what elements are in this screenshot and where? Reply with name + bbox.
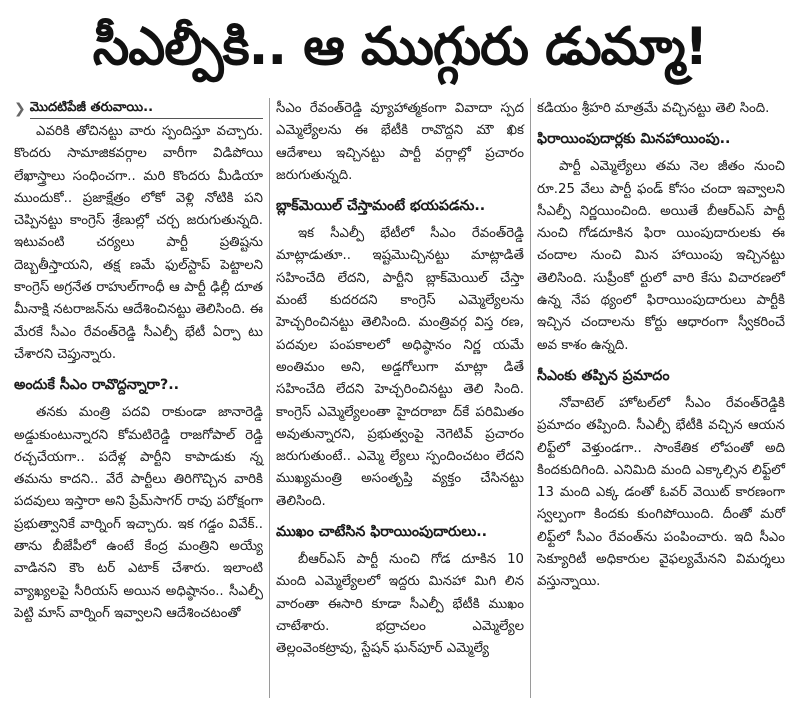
paragraph: తనకు మంత్రి పదవి రాకుండా జానారెడ్డి అడ్డుకుంటున్నారని కోమటిరెడ్డి రాజగోపాల్ రెడ్డి రచ్చచేయగా.. పదేళ్ల పార్టీని కాపాడుకు న్న తమను కాదని.. వేరే పార్టీలు తిరిగొచ్చిన వారికి పదవులు ఇస్తారా అని ప్రేమ్‌సాగర్ రావు పరోక్షంగా ప్రభుత్వానికే వార్నింగ్ ఇచ్చారు. ఇక గడ్డం వివేక్.. తాను బీజేపీలో ఉంటే కేంద్ర మంత్రిని అయ్యే వాడినని కౌం టర్ ఎటాక్ చేశారు. ఇలాంటి వ్యాఖ్యలపై సీరియస్ అయిన అధిష్ఠానం.. సీఎల్పీ పెట్టి మాస్ వార్నింగ్ ఇవ్వాలని ఆదేశించటంతో	[14, 405, 263, 621]
subheading: ముఖం చాటేసిన ఫిరాయింపుదారులు..	[276, 524, 488, 541]
paragraph: ఇక సీఎల్పీ భేటీలో సీఎం రేవంత్‌రెడ్డి మాట్లాడుతూ.. ఇష్టమొచ్చినట్టు మాట్లాడితే సహించేది లేదని, పార్టీని బ్లాక్‌మెయిల్ చేస్తా మంటే కుదరదని కాంగ్రెస్ ఎమ్మెల్యేలను హెచ్చరించినట్టు తెలిసింది. మంత్రివర్గ విస్త రణ, పదవుల పంపకాలలో అధిష్ఠానం నిర్ణ యమే అంతిమం అని, అడ్డగోలుగా మాట్లా డితే సహించేది లేదని హెచ్చరించినట్టు తెలి సింది. కాంగ్రెస్ ఎమ్మెల్యేలంతా హైదరాబా ద్‌కే పరిమితం అవుతున్నారని, ప్రభుత్వంపై నెగెటివ్ ప్రచారం జరుగుతుంటే.. ఎమ్మె ల్యేలు స్పందించటం లేదని ముఖ్యమంత్రి అసంతృప్తి వ్యక్తం చేసినట్టు తెలిసింది.	[276, 226, 524, 509]
paragraph: పార్టీ ఎమ్మెల్యేలు తమ నెల జీతం నుంచి రూ.25 వేలు పార్టీ ఫండ్ కోసం చందా ఇవ్వాలని సీఎల్పీ నిర్ణయించింది. అయితే బీఆర్‌ఎస్ పార్టీ నుంచి గోడదూకిన ఫిరా యింపుదారులకు ఈ చందాల నుంచి మిన హాయింపు ఇచ్చినట్టు తెలిసింది. సుప్రీంకో ర్టులో వారి కేసు విచారణలో ఉన్న నేప థ్యంలో ఫిరాయింపుదారులు పార్టీకి ఇచ్చిన చందాలను కోర్టు ఆధారంగా స్వీకరించే అవ కాశం ఉన్నది.	[537, 159, 785, 353]
headline: సీఎల్పీకి.. ఆ ముగ్గురు డుమ్మా!	[92, 17, 708, 77]
article-columns	[8, 98, 792, 698]
subheading: ఫిరాయింపుదార్లకు మినహాయింపు..	[537, 131, 731, 148]
chevron-right-icon: ❯	[14, 100, 26, 117]
paragraph: సీఎం రేవంత్‌రెడ్డి వ్యూహాత్మకంగా వివాదా స్పద ఎమ్మెల్యేలను ఈ భేటీకి రావొద్దని మౌ ఖిక ఆదేశాలు ఇచ్చినట్టు పార్టీ వర్గాల్లో ప్రచారం జరుగుతున్నది.	[276, 101, 524, 183]
subheading: బ్లాక్‌మెయిల్ చేస్తామంటే భయపడను..	[276, 198, 486, 215]
paragraph: ఎవరికి తోచినట్టు వారు స్పందిస్తూ వచ్చారు. కొందరు సామాజికవర్గాల వారీగా విడిపోయి లేఖాస్త్రాలు సంధించగా.. మరి కొందరు మీడియా ముందుకో.. ప్రజాక్షేత్రం లోకో వెళ్లి నోటికి పని చెప్పినట్టు కాంగ్రెస్ శ్రేణుల్లో చర్చ జరుగుతున్నది. ఇటువంటి చర్యలు పార్టీ ప్రతిష్టను దెబ్బతీస్తాయని, తక్ష ణమే ఫుల్‌స్టాప్ పెట్టాలని కాంగ్రెస్ అగ్రనేత రాహుల్‌గాంధీ ఆ పార్టీ ఢిల్లీ దూత మీనాక్షి నటరాజన్‌ను ఆదేశించినట్టు తెలిసింది. ఈ మేరకే సీఎం రేవంత్‌రెడ్డి సీఎల్పీ భేటీ ఏర్పా టు చేశారని చెప్తున్నారు.	[14, 124, 263, 362]
kicker	[14, 98, 263, 119]
subheading: సీఎంకు తప్పిన ప్రమాదం	[537, 367, 670, 384]
column-3	[530, 98, 791, 698]
subheading: అందుకే సీఎం రావొద్దన్నారా?..	[14, 377, 179, 394]
column-1	[8, 98, 269, 698]
paragraph: నోవాటెల్ హోటల్‌లో సీఎం రేవంత్‌రెడ్డికి ప్రమాదం తప్పింది. సీఎల్పీ భేటీకి వచ్చిన ఆయన లిఫ్ట్‌లో వెళ్తుండగా.. సాంకేతిక లోపంతో అది కిందకుదిగింది. ఎనిమిది మంది ఎక్కాల్సిన లిఫ్ట్‌లో 13 మంది ఎక్క డంతో ఓవర్ వెయిట్ కారణంగా స్వల్పంగా కిందకు కుంగిపోయింది. దీంతో మరో లిఫ్ట్‌లో సీఎం రేవంత్‌ను పంపించారు. ఇది సీఎం సెక్యూరిటీ అధికారుల వైఫల్యమేనని విమర్శలు వస్తున్నాయి.	[537, 395, 785, 590]
paragraph: కడియం శ్రీహరి మాత్రమే వచ్చినట్టు తెలి సింది.	[537, 101, 770, 116]
kicker-text: మొదటిపేజీ తరువాయి..	[30, 98, 263, 119]
column-2	[269, 98, 530, 698]
paragraph: బీఆర్‌ఎస్ పార్టీ నుంచి గోడ దూకిన 10 మంది ఎమ్మెల్యేలలో ఇద్దరు మినహా మిగి లిన వారంతా ఈసారి కూడా సీఎల్పీ భేటీకి ముఖం చాటేశారు. భద్రాచలం ఎమ్మెల్యేల తెల్లంవెంకట్రావు, స్టేషన్ ఘన్‌పూర్ ఎమ్మెల్యే	[276, 552, 524, 657]
